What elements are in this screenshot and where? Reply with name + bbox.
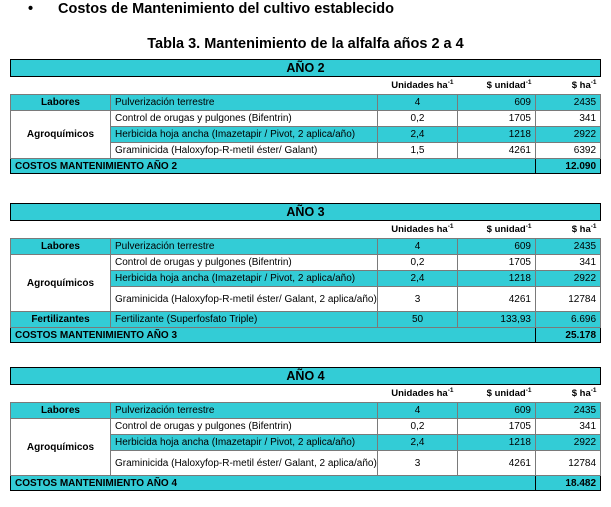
item-name: Graminicida (Haloxyfop-R-metil éster/ Galant) bbox=[111, 143, 378, 159]
cost-value: 2435 bbox=[536, 95, 601, 111]
total-value: 12.090 bbox=[536, 159, 601, 174]
table-year-2 bbox=[10, 59, 601, 174]
category-labores: Labores bbox=[11, 95, 111, 111]
table-row bbox=[11, 419, 601, 435]
section-heading bbox=[28, 1, 394, 17]
units-value: 1,5 bbox=[378, 143, 458, 159]
header-price: $ unidad$^{-1}$ bbox=[458, 221, 536, 239]
total-value: 25.178 bbox=[536, 328, 601, 343]
category-fertilizantes: Fertilizantes bbox=[11, 312, 111, 328]
total-row bbox=[11, 476, 601, 491]
cost-value: 12784 bbox=[536, 287, 601, 312]
item-name: Herbicida hoja ancha (Imazetapir / Pivot, 2 aplica/año) bbox=[111, 127, 378, 143]
total-label: COSTOS MANTENIMIENTO AÑO 3 bbox=[11, 328, 536, 343]
price-value: 609 bbox=[458, 239, 536, 255]
table-row bbox=[11, 403, 601, 419]
units-value: 2,4 bbox=[378, 127, 458, 143]
cost-value: 341 bbox=[536, 255, 601, 271]
units-value: 4 bbox=[378, 239, 458, 255]
cost-value: 2922 bbox=[536, 435, 601, 451]
table-row bbox=[11, 255, 601, 271]
table-row bbox=[11, 95, 601, 111]
item-name: Control de orugas y pulgones (Bifentrin) bbox=[111, 419, 378, 435]
header-cost: $ $ha^{-1}$ bbox=[536, 77, 601, 95]
units-value: 2,4 bbox=[378, 271, 458, 287]
cost-value: 2435 bbox=[536, 403, 601, 419]
cost-value: 6.696 bbox=[536, 312, 601, 328]
units-value: 2,4 bbox=[378, 435, 458, 451]
item-name: Herbicida hoja ancha (Imazetapir / Pivot, 2 aplica/año) bbox=[111, 271, 378, 287]
header-units: Unidades $ha^{-1}$ bbox=[378, 221, 458, 239]
total-value: 18.482 bbox=[536, 476, 601, 491]
table-row bbox=[11, 239, 601, 255]
units-value: 4 bbox=[378, 95, 458, 111]
item-name: Graminicida (Haloxyfop-R-metil éster/ Galant, 2 aplica/año) bbox=[111, 451, 378, 476]
price-value: 4261 bbox=[458, 143, 536, 159]
item-name: Graminicida (Haloxyfop-R-metil éster/ Galant, 2 aplica/año) bbox=[111, 287, 378, 312]
item-name: Control de orugas y pulgones (Bifentrin) bbox=[111, 255, 378, 271]
item-name: Pulverización terrestre bbox=[111, 239, 378, 255]
table-year-3 bbox=[10, 203, 601, 343]
units-value: 3 bbox=[378, 287, 458, 312]
item-name: Fertilizante (Superfosfato Triple) bbox=[111, 312, 378, 328]
header-price: $ unidad$^{-1}$ bbox=[458, 77, 536, 95]
units-value: 50 bbox=[378, 312, 458, 328]
price-value: 4261 bbox=[458, 451, 536, 476]
units-value: 3 bbox=[378, 451, 458, 476]
table-row bbox=[11, 312, 601, 328]
item-name: Herbicida hoja ancha (Imazetapir / Pivot, 2 aplica/año) bbox=[111, 435, 378, 451]
year-title: AÑO 3 bbox=[11, 204, 601, 221]
category-labores: Labores bbox=[11, 239, 111, 255]
category-agroquimicos: Agroquímicos bbox=[11, 419, 111, 476]
table-year-4 bbox=[10, 367, 601, 491]
item-name: Pulverización terrestre bbox=[111, 95, 378, 111]
units-value: 4 bbox=[378, 403, 458, 419]
year-title: AÑO 2 bbox=[11, 60, 601, 77]
price-value: 4261 bbox=[458, 287, 536, 312]
item-name: Control de orugas y pulgones (Bifentrin) bbox=[111, 111, 378, 127]
category-agroquimicos: Agroquímicos bbox=[11, 111, 111, 159]
price-value: 1218 bbox=[458, 271, 536, 287]
total-row bbox=[11, 159, 601, 174]
bullet: • bbox=[28, 1, 34, 17]
category-labores: Labores bbox=[11, 403, 111, 419]
total-label: COSTOS MANTENIMIENTO AÑO 4 bbox=[11, 476, 536, 491]
price-value: 133,93 bbox=[458, 312, 536, 328]
cost-value: 12784 bbox=[536, 451, 601, 476]
price-value: 1705 bbox=[458, 419, 536, 435]
category-agroquimicos: Agroquímicos bbox=[11, 255, 111, 312]
cost-value: 341 bbox=[536, 419, 601, 435]
cost-value: 2922 bbox=[536, 127, 601, 143]
price-value: 609 bbox=[458, 95, 536, 111]
units-value: 0,2 bbox=[378, 255, 458, 271]
cost-value: 2922 bbox=[536, 271, 601, 287]
price-value: 1705 bbox=[458, 111, 536, 127]
cost-value: 341 bbox=[536, 111, 601, 127]
header-units: Unidades $ha^{-1}$ bbox=[378, 385, 458, 403]
header-cost: $ $ha^{-1}$ bbox=[536, 221, 601, 239]
header-price: $ unidad$^{-1}$ bbox=[458, 385, 536, 403]
total-row bbox=[11, 328, 601, 343]
price-value: 1218 bbox=[458, 435, 536, 451]
table-row bbox=[11, 111, 601, 127]
units-value: 0,2 bbox=[378, 111, 458, 127]
header-units: Unidades $ha^{-1}$ bbox=[378, 77, 458, 95]
price-value: 609 bbox=[458, 403, 536, 419]
section-heading-text: Costos de Mantenimiento del cultivo establecido bbox=[58, 1, 394, 17]
item-name: Pulverización terrestre bbox=[111, 403, 378, 419]
price-value: 1705 bbox=[458, 255, 536, 271]
year-title: AÑO 4 bbox=[11, 368, 601, 385]
table-caption: Tabla 3. Mantenimiento de la alfalfa años 2 a 4 bbox=[147, 36, 464, 52]
total-label: COSTOS MANTENIMIENTO AÑO 2 bbox=[11, 159, 536, 174]
header-cost: $ $ha^{-1}$ bbox=[536, 385, 601, 403]
units-value: 0,2 bbox=[378, 419, 458, 435]
cost-value: 6392 bbox=[536, 143, 601, 159]
price-value: 1218 bbox=[458, 127, 536, 143]
cost-value: 2435 bbox=[536, 239, 601, 255]
